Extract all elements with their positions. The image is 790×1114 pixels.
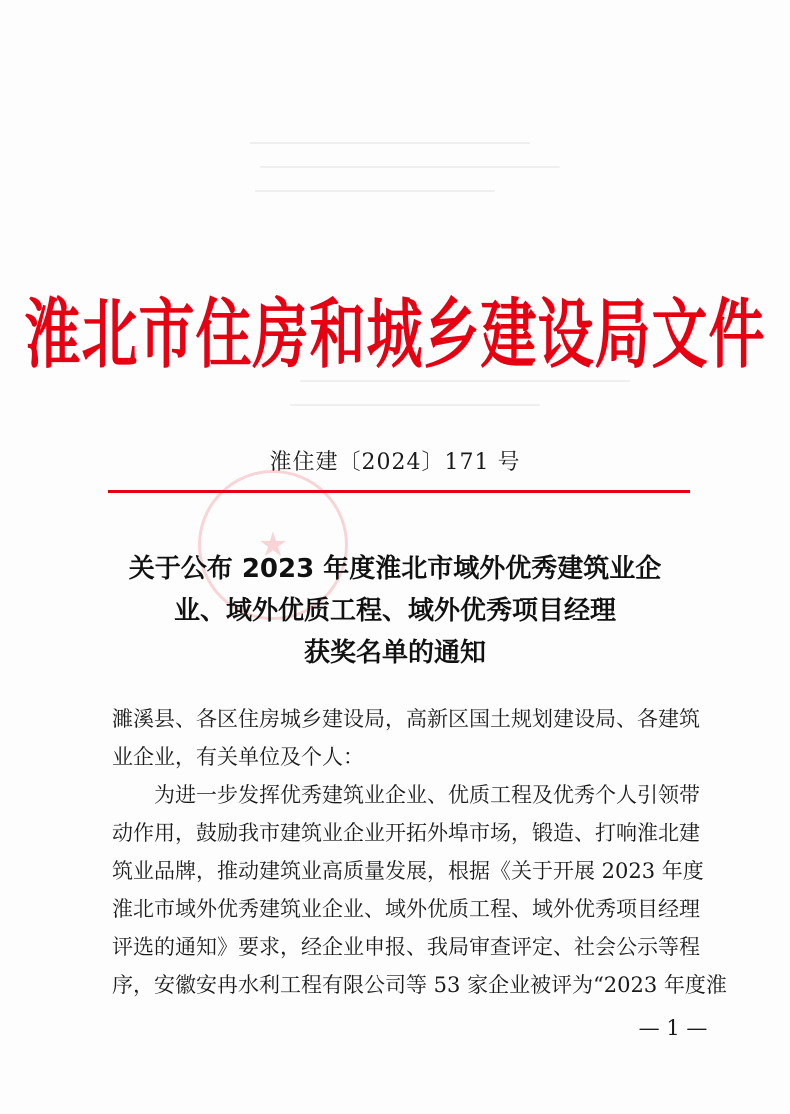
red-divider-line [108,490,690,493]
notice-title-line: 关于公布 2023 年度淮北市域外优秀建筑业企 [128,554,662,584]
seal-star-icon: ★ [257,525,289,565]
paragraph-line: 筑业品牌，推动建筑业高质量发展，根据《关于开展 2023 年度 [112,859,704,883]
bleed-through-mark [255,190,495,192]
notice-title [90,548,700,674]
paragraph-line: 动作用，鼓励我市建筑业企业开拓外埠市场，锻造、打响淮北建 [112,821,700,845]
bleed-through-mark [250,142,530,144]
document-header-title: 淮北市住房和城乡建设局文件 [24,291,766,380]
paragraph-line: 为进一步发挥优秀建筑业企业、优质工程及优秀个人引领带 [154,783,700,807]
paragraph-line: 序，安徽安冉水利工程有限公司等 53 家企业被评为“2023 年度淮 [112,973,727,997]
page-number: — 1 — [638,1016,708,1040]
paragraph-line: 评选的通知》要求，经企业申报、我局审查评定、社会公示等程 [112,935,700,959]
paragraph-line: 淮北市域外优秀建筑业企业、域外优质工程、域外优秀项目经理 [112,897,700,921]
notice-title-line: 业、域外优质工程、域外优秀项目经理 [173,596,616,626]
addressee-line: 濉溪县、各区住房城乡建设局，高新区国土规划建设局、各建筑 [112,707,700,731]
notice-body [112,700,727,1004]
document-number: 淮住建〔2024〕171 号 [269,450,521,475]
bleed-through-mark [260,166,560,168]
addressee-line: 业企业，有关单位及个人： [112,745,364,769]
notice-title-line: 获奖名单的通知 [303,638,486,668]
